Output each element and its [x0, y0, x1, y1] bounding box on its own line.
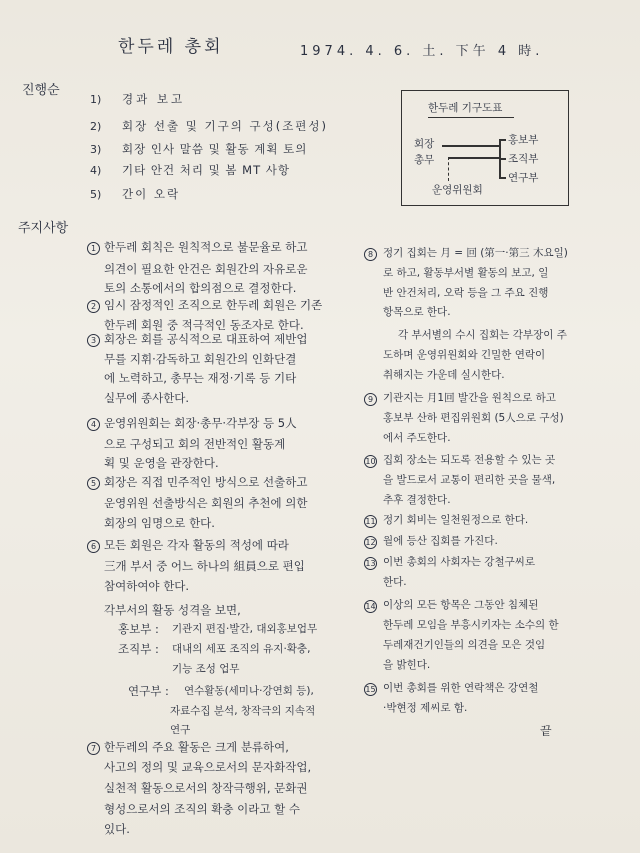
dept-duty: 기능 조성 업무 — [172, 663, 240, 675]
item-line: 이번 총회를 위한 연락책은 강연철 — [383, 682, 539, 694]
item-line: 을 밝힌다. — [383, 659, 431, 671]
agenda-item: 기타 안건 처리 및 봄 MT 사항 — [122, 163, 290, 177]
agenda-num: 2) — [90, 120, 102, 133]
item-number: 15 — [365, 685, 376, 694]
item-line: 운영위원회는 회장·총무·각부장 등 5人 — [104, 416, 297, 430]
dept-duty: 연구 — [170, 724, 191, 736]
item-number: 8 — [364, 248, 377, 261]
dept-duties-intro: 각부서의 활동 성격을 보면, — [104, 603, 241, 617]
dept-duty: 대내의 세포 조직의 유지·확충, — [172, 643, 311, 655]
org-chart-head: 회장 — [414, 138, 435, 150]
agenda-item: 간이 오락 — [122, 187, 181, 201]
item-line: 실천적 활동으로서의 창작극행위, 문화권 — [104, 781, 308, 795]
item-line: 취해지는 가운데 실시한다. — [383, 369, 505, 381]
agenda-label: 진행순 — [22, 83, 60, 98]
item-number: 7 — [87, 742, 100, 755]
item-number: 14 — [365, 602, 376, 611]
item-line: 무를 지휘·감독하고 회원간의 인화단결 — [104, 352, 297, 366]
item-line: 三개 부서 중 어느 하나의 組員으로 편입 — [104, 559, 305, 573]
dept-name: 조직부 : — [118, 642, 159, 656]
org-chart-branch-tick — [499, 177, 506, 179]
org-chart-branch-tick — [499, 139, 506, 141]
item-line: 정기 집회는 月 = 回 (第一·第三 木요일) — [383, 247, 568, 259]
closing-mark: 끝 — [540, 724, 552, 738]
org-chart-title-underline — [428, 117, 514, 118]
item-line: 한두레 회원 중 적극적인 동조자로 한다. — [104, 318, 304, 332]
item-line: 참여하여야 한다. — [104, 579, 190, 593]
agenda-item: 회장 선출 및 기구의 구성(조편성) — [122, 119, 329, 133]
item-line: 반 안건처리, 오락 등을 그 주요 진행 — [383, 287, 549, 299]
org-chart-title: 한두레 기구도표 — [428, 102, 503, 114]
dept-duty: 기관지 편집·발간, 대외홍보업무 — [172, 623, 318, 635]
org-chart-committee: 운영위원회 — [432, 184, 483, 196]
item-line: 회장은 직접 민주적인 방식으로 선출하고 — [104, 475, 308, 489]
agenda-num: 1) — [90, 93, 102, 106]
item-line: 집회 장소는 되도록 전용할 수 있는 곳 — [383, 454, 556, 466]
item-line: 에 노력하고, 총무는 재정·기록 등 기타 — [104, 371, 297, 385]
org-chart-connector — [448, 157, 500, 159]
item-line: 토의 소통에서의 합의점으로 결정한다. — [104, 281, 297, 295]
dept-name: 홍보부 : — [118, 622, 159, 636]
org-chart — [401, 90, 569, 206]
item-line: 획 및 운영을 관장한다. — [104, 456, 219, 470]
item-line: 모든 회원은 각자 활동의 적성에 따라 — [104, 538, 289, 552]
item-line: 을 발드로서 교통이 편리한 곳을 물색, — [383, 474, 556, 486]
item-line: 형성으로서의 조직의 확충 이라고 할 수 — [104, 802, 301, 816]
item-line: 두레재건기인들의 의견을 모은 것임 — [383, 639, 546, 651]
item-number: 9 — [364, 393, 377, 406]
item-line: 로 하고, 활동부서별 활동의 보고, 일 — [383, 267, 549, 279]
item-line: 의견이 필요한 안건은 회원간의 자유로운 — [104, 262, 308, 276]
item-line: 한두레의 주요 활동은 크게 분류하여, — [104, 740, 289, 754]
item-line: 월에 등산 집회를 가진다. — [383, 535, 498, 547]
item-number: 2 — [87, 300, 100, 313]
item-number: 11 — [365, 517, 376, 526]
item-number: 10 — [365, 457, 376, 466]
item-number: 1 — [87, 242, 100, 255]
item-line: 이번 총회의 사회자는 강철구씨로 — [383, 556, 536, 568]
org-chart-branch-tick — [499, 158, 506, 160]
document-date: 1974. 4. 6. 土. 下午 4 時. — [300, 44, 544, 59]
document-title: 한두레 총회 — [118, 37, 224, 57]
item-number: 4 — [87, 418, 100, 431]
item-line: 각 부서별의 수시 집회는 각부장이 주 — [398, 329, 567, 341]
item-line: 에서 주도한다. — [383, 432, 451, 444]
org-chart-dept: 홍보부 — [508, 134, 539, 146]
item-line: 회장의 임명으로 한다. — [104, 516, 215, 530]
item-line: 추후 결정한다. — [383, 494, 451, 506]
item-line: 운영위원 선출방식은 회원의 추천에 의한 — [104, 496, 308, 510]
agenda-num: 3) — [90, 143, 102, 156]
org-chart-treasurer: 총무 — [414, 154, 435, 166]
item-line: 홍보부 산하 편집위원회 (5人으로 구성) — [383, 412, 564, 424]
dept-duty: 연수활동(세미나·강연회 등), — [184, 685, 314, 697]
agenda-item: 경과 보고 — [122, 92, 186, 106]
item-line: 사고의 정의 및 교육으로서의 문자화작업, — [104, 760, 312, 774]
item-number: 12 — [365, 538, 376, 547]
agenda-num: 5) — [90, 188, 102, 201]
item-line: 회장은 회를 공식적으로 대표하여 제반업 — [104, 332, 308, 346]
item-line: ·박현정 제씨로 함. — [383, 702, 468, 714]
item-line: 이상의 모든 항목은 그동안 침체된 — [383, 599, 539, 611]
dept-duty: 자료수집 분석, 창작극의 지속적 — [170, 705, 316, 717]
agenda-num: 4) — [90, 164, 102, 177]
dept-name: 연구부 : — [128, 684, 169, 698]
item-line: 실무에 종사한다. — [104, 391, 190, 405]
item-line: 한다. — [383, 576, 407, 588]
item-line: 정기 회비는 일천원정으로 한다. — [383, 514, 529, 526]
org-chart-connector — [442, 145, 500, 147]
item-line: 있다. — [104, 822, 130, 836]
item-number: 3 — [87, 334, 100, 347]
item-number: 13 — [365, 559, 376, 568]
item-line: 기관지는 月1回 발간을 원칙으로 하고 — [383, 392, 556, 404]
item-number: 6 — [87, 540, 100, 553]
item-line: 항목으로 한다. — [383, 306, 451, 318]
item-number: 5 — [87, 477, 100, 490]
org-chart-dept: 연구부 — [508, 172, 539, 184]
item-line: 한두레 모임을 부흥시키자는 소수의 한 — [383, 619, 559, 631]
org-chart-dept: 조직부 — [508, 153, 539, 165]
item-line: 도하며 운영위원회와 긴밀한 연락이 — [383, 349, 546, 361]
item-line: 한두레 회칙은 원칙적으로 불문율로 하고 — [104, 240, 308, 254]
section-label: 주지사항 — [18, 221, 69, 236]
item-line: 으로 구성되고 회의 전반적인 활동계 — [104, 437, 286, 451]
item-line: 임시 잠정적인 조직으로 한두레 회원은 기존 — [104, 298, 323, 312]
agenda-item: 회장 인사 말씀 및 활동 계획 토의 — [122, 142, 308, 156]
org-chart-dashed-link — [448, 157, 449, 181]
